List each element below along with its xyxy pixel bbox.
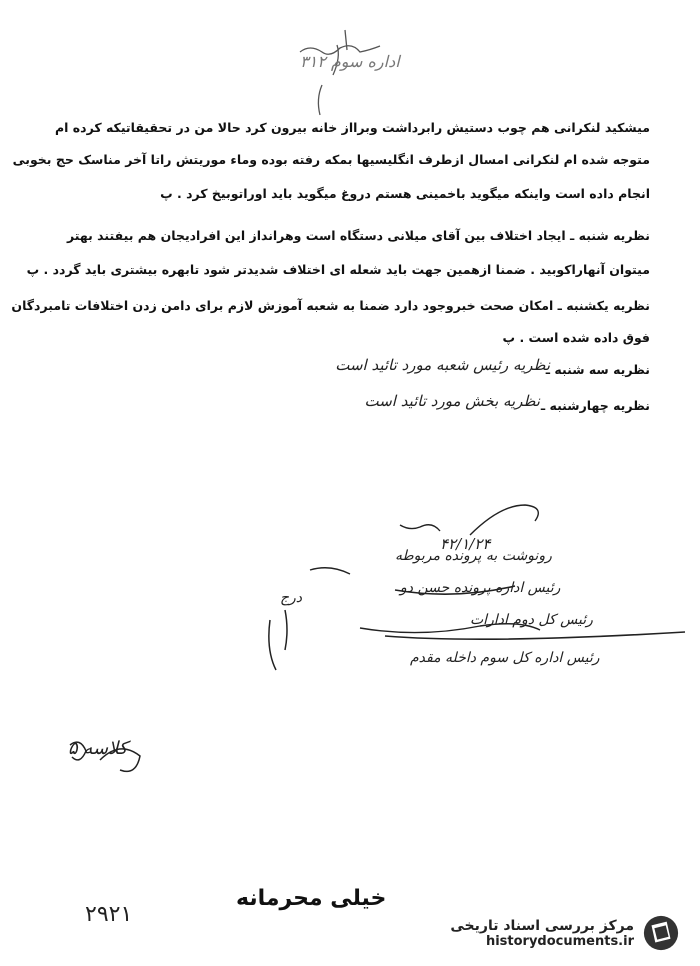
watermark-title: مرکز بررسی اسناد تاریخی: [450, 917, 634, 934]
date-note: ۴۲/۱/۲۴: [440, 535, 491, 553]
signature-4: رئیس اداره کل سوم داخله مقدم: [410, 650, 600, 666]
classification-stamp: خیلی محرمانه: [236, 886, 387, 911]
left-note: کلاسه ۵: [68, 738, 128, 759]
small-note: درج: [280, 590, 303, 606]
body-line-6: نظریه یکشنبه ـ امکان صحت خبروجود دارد ضمنا به شعبه آموزش لازم برای دامن زدن اختلافات تامبردگان: [11, 298, 650, 313]
body-line-1: میشکید لنکرانی هم چوب دستیش رابرداشت وبرااز خانه بیرون کرد حالا من در تحقیقاتیکه کرده ام: [54, 120, 650, 135]
tuesday-label: نظریه سه شنبه ـ: [545, 362, 650, 377]
wednesday-label: نظریه چهارشنبه ـ: [540, 398, 650, 413]
body-line-5: میتوان آنهاراکوبید . ضمنا ازهمین جهت باید شعله ای اختلاف شدیدتر شود تابهره بیشتری باید گردد . پ: [26, 262, 650, 277]
body-line-4: نظریه شنبه ـ ایجاد اختلاف بین آقای میلانی دستگاه است وهرانداز این افرادیجان هم بیفتند بهتر: [67, 228, 650, 243]
wednesday-note: نظریه بخش مورد تائید است: [364, 392, 540, 410]
watermark: [450, 914, 680, 952]
body-line-2: متوجه شده ام لنکرانی امسال ازطرف انگلیسیها بمکه رفته بوده وماء موریتش راتا آخر مناسک حج بخوبی: [12, 152, 650, 167]
tuesday-note: نظریه رئیس شعبه مورد تائید است: [335, 356, 550, 374]
signature-2: رئیس اداره پرونده حسن دو: [400, 580, 561, 596]
watermark-text: [450, 918, 634, 949]
archive-logo-icon: [642, 914, 680, 952]
body-line-7: فوق داده شده است . پ: [502, 330, 650, 345]
watermark-url: historydocuments.ir: [485, 933, 634, 949]
title-scribble: اداره سوم ۳۱۲: [300, 52, 400, 71]
signature-3: رئیس کل دوم ادارات: [470, 612, 593, 628]
footer-number: ۲۹۲۱: [85, 902, 133, 927]
body-line-3: انجام داده است واینکه میگوید باخمینی هستم دروغ میگوید باید اوراتوبیخ کرد . پ: [160, 186, 650, 201]
signature-1: رونوشت به پرونده مربوطه: [395, 548, 552, 564]
